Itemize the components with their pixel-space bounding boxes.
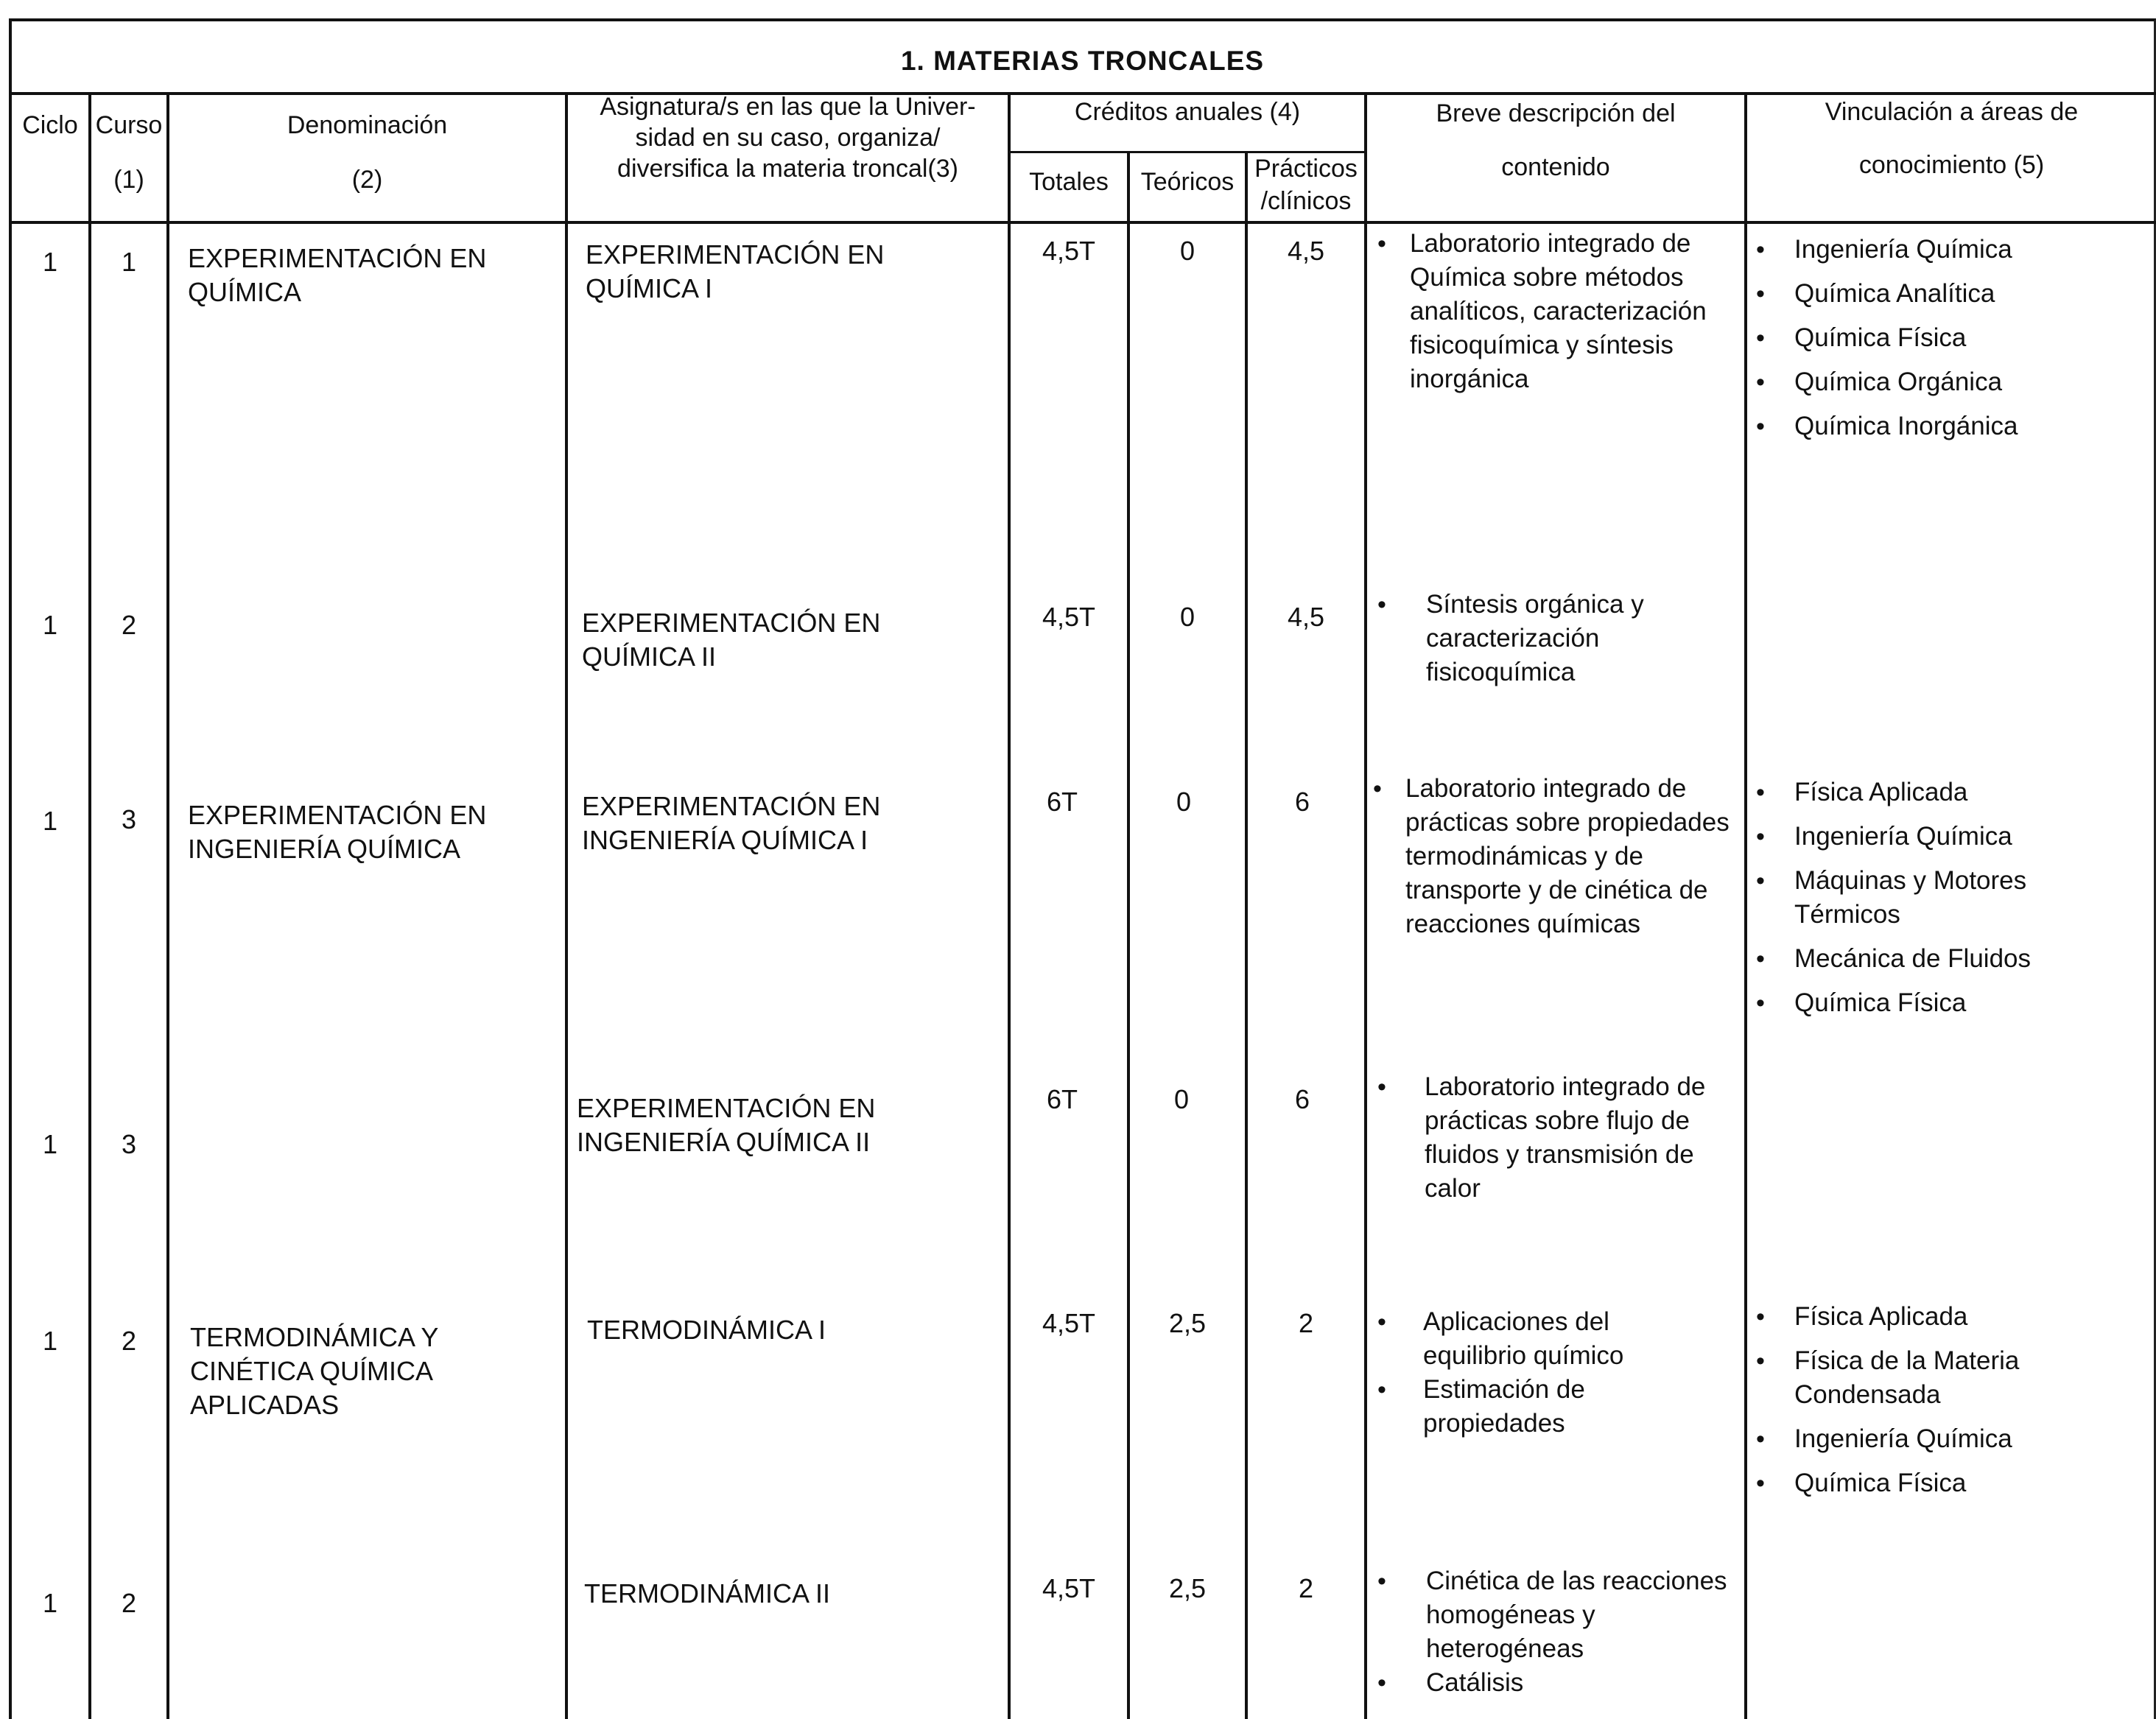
list-item: • Química Física xyxy=(1749,1466,2156,1500)
row-descripcion-list xyxy=(1372,1564,1740,1700)
row-practicos: 2 xyxy=(1298,1308,1314,1338)
row-areas-list xyxy=(1749,776,2156,1030)
row-descripcion-list xyxy=(1372,1070,1740,1206)
row-teoricos: 0 xyxy=(1173,1084,1190,1114)
header-vinculacion-line1: Vinculación a áreas de xyxy=(1825,98,2079,126)
row-ciclo: 1 xyxy=(42,247,58,277)
col-divider-asignatura xyxy=(1008,92,1011,1719)
header-curso: Curso xyxy=(95,111,163,139)
row-teoricos: 0 xyxy=(1179,602,1195,632)
row-areas-list xyxy=(1749,1300,2156,1511)
row-practicos: 2 xyxy=(1298,1573,1314,1603)
row-descripcion-list xyxy=(1372,1305,1740,1441)
list-item: • Química Analítica xyxy=(1749,277,2156,311)
row-ciclo: 1 xyxy=(42,806,58,836)
row-totales: 4,5T xyxy=(1042,1308,1096,1338)
row-ciclo: 1 xyxy=(42,610,58,640)
row-asignatura: EXPERIMENTACIÓN EN INGENIERÍA QUÍMICA II xyxy=(577,1093,876,1157)
list-item: • Ingeniería Química xyxy=(1749,820,2156,854)
header-practicos xyxy=(1248,152,1364,217)
list-item: • Ingeniería Química xyxy=(1749,1422,2156,1456)
row-descripcion-list xyxy=(1372,227,1746,396)
header-denominacion-note: (2) xyxy=(351,166,383,194)
row-descripcion-list xyxy=(1372,588,1651,689)
header-bottom-divider xyxy=(9,221,2156,224)
header-denominacion: Denominación xyxy=(287,111,448,139)
header-teoricos: Teóricos xyxy=(1140,168,1235,196)
list-item: • Catálisis xyxy=(1372,1666,1740,1700)
list-item: • Estimación de propiedades xyxy=(1372,1373,1666,1441)
col-divider-ciclo xyxy=(88,92,91,1719)
header-asignaturas xyxy=(568,91,1008,184)
row-practicos: 6 xyxy=(1294,1084,1310,1114)
row-practicos: 6 xyxy=(1294,787,1310,817)
list-item: • Química Física xyxy=(1749,321,2156,355)
row-totales: 4,5T xyxy=(1042,602,1096,632)
list-item: • Física de la Materia Condensada xyxy=(1749,1344,2074,1412)
row-teoricos: 0 xyxy=(1176,787,1192,817)
row-totales: 4,5T xyxy=(1042,1573,1096,1603)
col-divider-teoricos xyxy=(1245,151,1248,1719)
row-ciclo: 1 xyxy=(42,1326,58,1356)
header-practicos-line1: Prácticos xyxy=(1254,155,1358,183)
list-item: • Física Aplicada xyxy=(1749,1300,2156,1334)
row-curso: 3 xyxy=(121,804,137,834)
col-divider-denominacion xyxy=(565,92,568,1719)
col-divider-curso xyxy=(166,92,169,1719)
row-asignatura: EXPERIMENTACIÓN EN INGENIERÍA QUÍMICA I xyxy=(582,791,881,855)
list-item: • Aplicaciones del equilibrio químico xyxy=(1372,1305,1666,1373)
header-vinculacion-line2: conocimiento (5) xyxy=(1858,151,2045,179)
list-item: • Laboratorio integrado de prácticas sobre flujo de fluidos y transmisión de calor xyxy=(1372,1070,1740,1206)
row-teoricos: 2,5 xyxy=(1168,1308,1207,1338)
list-item: • Laboratorio integrado de Química sobre métodos analíticos, caracterización fisicoquímica y síntesis inorgánica xyxy=(1372,227,1746,396)
row-asignatura: EXPERIMENTACIÓN EN QUÍMICA II xyxy=(582,608,881,672)
header-asignaturas-line3: diversifica la materia troncal(3) xyxy=(617,155,958,183)
header-practicos-line2: /clínicos xyxy=(1260,187,1352,215)
row-denominacion: TERMODINÁMICA Y CINÉTICA QUÍMICA APLICADAS xyxy=(190,1322,438,1420)
list-item: • Química Inorgánica xyxy=(1749,409,2156,443)
row-curso: 2 xyxy=(121,1326,137,1356)
row-teoricos: 2,5 xyxy=(1168,1573,1207,1603)
row-asignatura: TERMODINÁMICA II xyxy=(584,1578,831,1609)
list-item: • Química Física xyxy=(1749,986,2156,1020)
row-totales: 6T xyxy=(1046,1084,1078,1114)
row-curso: 2 xyxy=(121,1588,137,1618)
list-item: • Mecánica de Fluidos xyxy=(1749,942,2156,976)
row-totales: 4,5T xyxy=(1042,236,1096,266)
row-ciclo: 1 xyxy=(42,1588,58,1618)
row-denominacion: EXPERIMENTACIÓN EN INGENIERÍA QUÍMICA xyxy=(188,800,487,864)
list-item: • Laboratorio integrado de prácticas sobre propiedades termodinámicas y de transporte y de cinética de reacciones químicas xyxy=(1367,772,1735,941)
row-areas-list xyxy=(1749,233,2156,454)
list-item: • Ingeniería Química xyxy=(1749,233,2156,267)
row-curso: 2 xyxy=(121,610,137,640)
header-asignaturas-line2: sidad en su caso, organiza/ xyxy=(635,124,941,152)
header-totales: Totales xyxy=(1029,168,1109,196)
row-descripcion-list xyxy=(1367,772,1735,941)
list-item: • Cinética de las reacciones homogéneas y heterogéneas xyxy=(1372,1564,1740,1666)
list-item: • Física Aplicada xyxy=(1749,776,2156,809)
row-ciclo: 1 xyxy=(42,1129,58,1159)
header-ciclo: Ciclo xyxy=(22,111,78,139)
row-practicos: 4,5 xyxy=(1287,602,1325,632)
row-totales: 6T xyxy=(1046,787,1078,817)
row-asignatura: EXPERIMENTACIÓN EN QUÍMICA I xyxy=(586,239,885,303)
table-title: 1. MATERIAS TRONCALES xyxy=(900,46,1265,76)
row-asignatura: TERMODINÁMICA I xyxy=(587,1315,826,1345)
list-item: • Máquinas y Motores Térmicos xyxy=(1749,864,2074,932)
header-asignaturas-line1: Asignatura/s en las que la Univer- xyxy=(600,93,976,121)
row-practicos: 4,5 xyxy=(1287,236,1325,266)
header-descripcion-line2: contenido xyxy=(1501,153,1610,181)
row-denominacion: EXPERIMENTACIÓN EN QUÍMICA xyxy=(188,243,487,307)
list-item: • Síntesis orgánica y caracterización fisicoquímica xyxy=(1372,588,1651,689)
row-curso: 1 xyxy=(121,247,137,277)
header-curso-note: (1) xyxy=(113,166,144,194)
header-descripcion-line1: Breve descripción del xyxy=(1436,99,1676,127)
header-creditos: Créditos anuales (4) xyxy=(1074,98,1301,126)
row-curso: 3 xyxy=(121,1129,137,1159)
row-teoricos: 0 xyxy=(1179,236,1195,266)
list-item: • Química Orgánica xyxy=(1749,365,2156,399)
